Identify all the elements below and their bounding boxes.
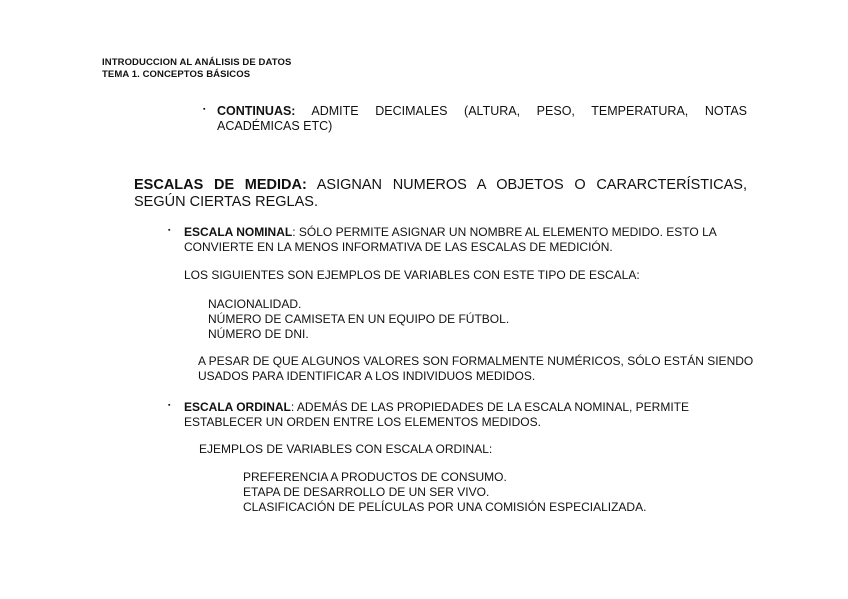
- list-item: CLASIFICACIÓN DE PELÍCULAS POR UNA COMISIÓN ESPECIALIZADA.: [243, 500, 647, 514]
- ordinal-paragraph: [184, 400, 744, 430]
- continuas-paragraph: [217, 104, 747, 134]
- list-item: NÚMERO DE DNI.: [208, 327, 309, 341]
- escalas-text: ASIGNAN NUMEROS A OBJETOS O CARARCTERÍSTICAS, SEGÚN CIERTAS REGLAS.: [134, 177, 747, 210]
- nominal-paragraph: [184, 225, 744, 255]
- escalas-term: ESCALAS DE MEDIDA:: [134, 177, 307, 193]
- list-item: PREFERENCIA A PRODUCTOS DE CONSUMO.: [243, 470, 507, 484]
- nominal-examples-list: [208, 297, 509, 342]
- ordinal-term: ESCALA ORDINAL: [184, 400, 291, 414]
- ordinal-examples-intro: EJEMPLOS DE VARIABLES CON ESCALA ORDINAL:: [199, 442, 493, 456]
- nominal-examples-intro: LOS SIGUIENTES SON EJEMPLOS DE VARIABLES CON ESTE TIPO DE ESCALA:: [184, 268, 640, 282]
- ordinal-text: : ADEMÁS DE LAS PROPIEDADES DE LA ESCALA NOMINAL, PERMITE ESTABLECER UN ORDEN ENTRE LOS ELEMENTOS MEDIDOS.: [184, 400, 690, 429]
- continuas-term: CONTINUAS:: [217, 104, 296, 118]
- square-bullet-icon: ▪: [168, 227, 171, 234]
- list-item: ETAPA DE DESARROLLO DE UN SER VIVO.: [243, 485, 490, 499]
- nominal-note: A PESAR DE QUE ALGUNOS VALORES SON FORMALMENTE NUMÉRICOS, SÓLO ESTÁN SIENDO USADOS PARA IDENTIFICAR A LOS INDIVIDUOS MEDIDOS.: [198, 354, 754, 383]
- nominal-term: ESCALA NOMINAL: [184, 225, 293, 239]
- document-header-subtitle: TEMA 1. CONCEPTOS BÁSICOS: [102, 69, 251, 80]
- list-item: NÚMERO DE CAMISETA EN UN EQUIPO DE FÚTBOL.: [208, 312, 510, 326]
- ordinal-examples-list: [243, 470, 646, 515]
- continuas-text: ADMITE DECIMALES (ALTURA, PESO, TEMPERATURA, NOTAS ACADÉMICAS ETC): [217, 104, 747, 133]
- nominal-text: : SÓLO PERMITE ASIGNAR UN NOMBRE AL ELEMENTO MEDIDO. ESTO LA CONVIERTE EN LA MENOS INFORMATIVA DE LAS ESCALAS DE MEDICIÓN.: [184, 225, 717, 254]
- square-bullet-icon: ▪: [168, 402, 171, 409]
- document-header-title: INTRODUCCION AL ANÁLISIS DE DATOS: [102, 57, 292, 68]
- square-bullet-icon: ▪: [203, 106, 206, 113]
- escalas-heading: [134, 177, 747, 211]
- list-item: NACIONALIDAD.: [208, 297, 302, 311]
